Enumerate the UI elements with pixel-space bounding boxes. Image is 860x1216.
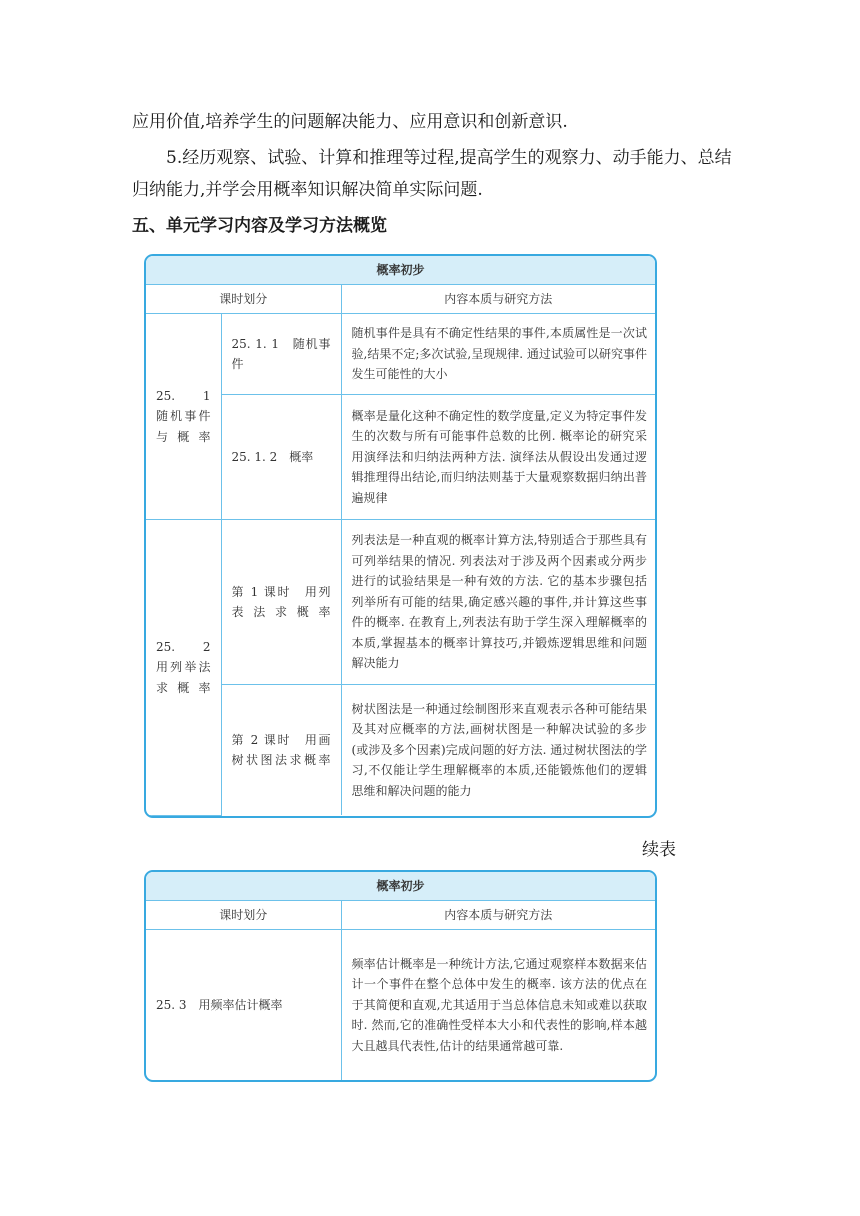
lesson-cell: 25. 1. 1 随机事件 (221, 314, 341, 395)
table-title: 概率初步 (146, 872, 655, 901)
column-header-lesson: 课时划分 (146, 285, 341, 314)
content-cell: 频率估计概率是一种统计方法,它通过观察样本数据来估计一个事件在整个总体中发生的概率. 该方法的优点在于其简便和直观,尤其适用于当总体信息未知或难以获取时. 然而,它的准确性受样本大小和代表性的影响,样本越大且越具代表性,估计的结果通常越可靠. (341, 930, 655, 1081)
section-heading: 五、单元学习内容及学习方法概览 (132, 216, 387, 236)
table-row (146, 685, 655, 816)
content-cell: 随机事件是具有不确定性结果的事件,本质属性是一次试验,结果不定;多次试验,呈现规律. 通过试验可以研究事件发生可能性的大小 (341, 314, 655, 395)
section-cell: 25. 1 随机事件与概率 (146, 314, 221, 520)
overview-table-continued (144, 870, 657, 1082)
paragraph-line-3: 归纳能力,并学会用概率知识解决简单实际问题. (132, 180, 483, 200)
continued-label: 续表 (642, 840, 676, 860)
paragraph-line-1: 应用价值,培养学生的问题解决能力、应用意识和创新意识. (132, 112, 568, 132)
lesson-cell: 25. 1. 2 概率 (221, 395, 341, 520)
table-row (146, 930, 655, 1081)
lesson-cell: 第 1 课时 用列表法求概率 (221, 520, 341, 685)
paragraph-line-2: 5.经历观察、试验、计算和推理等过程,提高学生的观察力、动手能力、总结 (166, 148, 732, 168)
section-cell: 25. 2 用列举法求概率 (146, 520, 221, 816)
column-header-content: 内容本质与研究方法 (341, 901, 655, 930)
table-row (146, 395, 655, 520)
overview-table (144, 254, 657, 818)
table-row (146, 314, 655, 395)
column-header-content: 内容本质与研究方法 (341, 285, 655, 314)
section-cell: 25. 3 用频率估计概率 (146, 930, 341, 1081)
lesson-cell: 第 2 课时 用画树状图法求概率 (221, 685, 341, 816)
content-cell: 列表法是一种直观的概率计算方法,特别适合于那些具有可列举结果的情况. 列表法对于涉及两个因素或分两步进行的试验结果是一种有效的方法. 它的基本步骤包括列举所有可能的结果,确定感兴趣的事件,并计算这些事件的概率. 在教育上,列表法有助于学生深入理解概率的本质,掌握基本的概率计算技巧,并锻炼逻辑思维和问题解决能力 (341, 520, 655, 685)
table-row (146, 520, 655, 685)
content-cell: 概率是量化这种不确定性的数学度量,定义为特定事件发生的次数与所有可能事件总数的比例. 概率论的研究采用演绎法和归纳法两种方法. 演绎法从假设出发通过逻辑推理得出结论,而归纳法则基于大量观察数据归纳出普遍规律 (341, 395, 655, 520)
column-header-lesson: 课时划分 (146, 901, 341, 930)
content-cell: 树状图法是一种通过绘制图形来直观表示各种可能结果及其对应概率的方法,画树状图是一种解决试验的多步(或涉及多个因素)完成问题的好方法. 通过树状图法的学习,不仅能让学生理解概率的本质,还能锻炼他们的逻辑思维和解决问题的能力 (341, 685, 655, 816)
table-title: 概率初步 (146, 256, 655, 285)
